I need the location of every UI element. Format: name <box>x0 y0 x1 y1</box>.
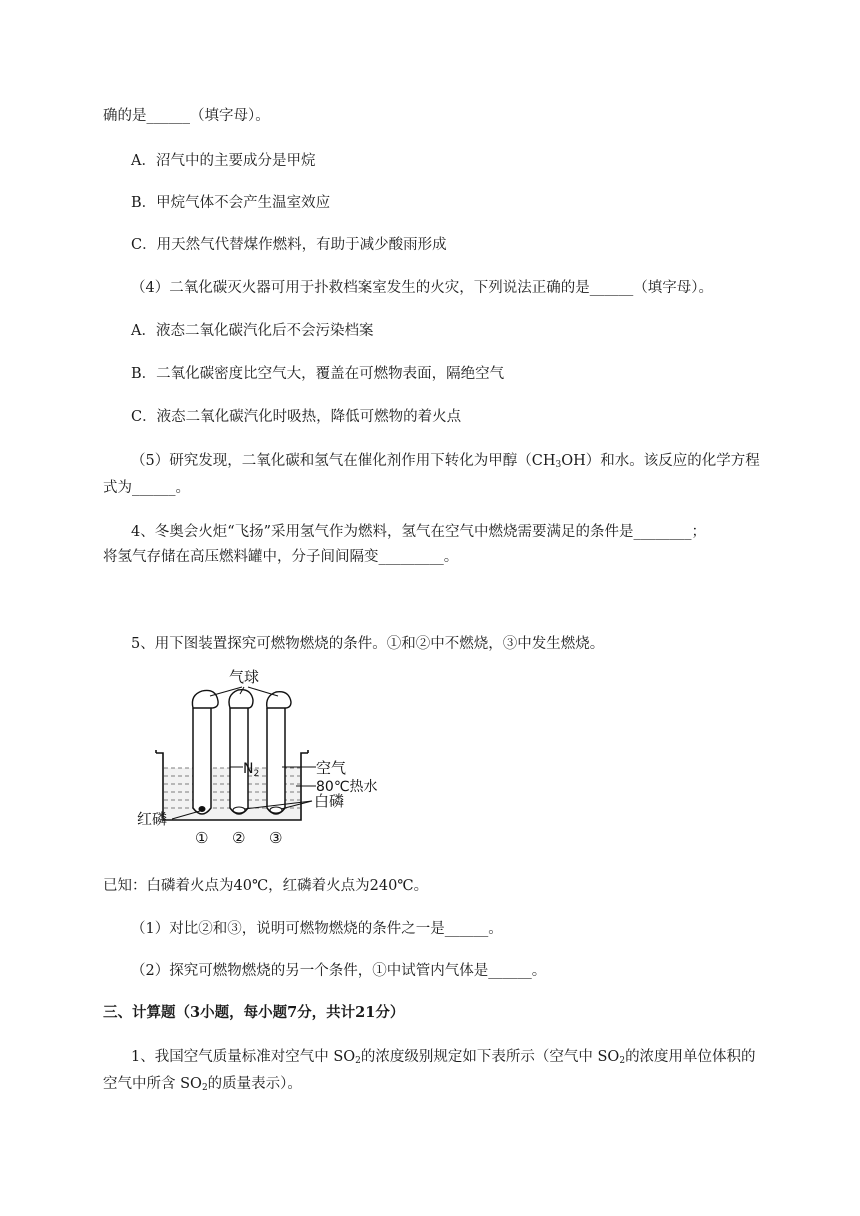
tube-2-label: ② <box>232 829 246 847</box>
calc-q1-text-d: 空气中所含 SO <box>103 1076 202 1092</box>
calc-q1-sub1: 2 <box>355 1056 361 1066</box>
section-3-heading: 三、计算题（3小题，每小题7分，共计21分） <box>103 1004 405 1021</box>
white-phosphorus-tube2 <box>233 807 245 813</box>
q5-sub2: （2）探究可燃物燃烧的另一个条件，①中试管内气体是______。 <box>131 963 547 979</box>
n2-label: $N_2$ <box>243 761 260 779</box>
balloons <box>192 690 291 708</box>
part-4-stem: （4）二氧化碳灭火器可用于扑救档案室发生的火灾，下列说法正确的是______（填字母）。 <box>131 280 713 296</box>
test-tubes <box>193 708 285 814</box>
calc-q1-text-e: 的质量表示）。 <box>207 1076 302 1092</box>
option-c: C．用天然气代替煤作燃料，有助于减少酸雨形成 <box>131 237 447 253</box>
balloon-label: 气球 <box>229 668 260 686</box>
calc-q1-text-c: 的浓度用单位体积的 <box>625 1049 756 1065</box>
option-b: B．甲烷气体不会产生温室效应 <box>131 195 331 211</box>
part-5-text-a: （5）研究发现，二氧化碳和氢气在催化剂作用下转化为甲醇（CH <box>131 453 556 469</box>
part-5-stem <box>131 451 760 471</box>
part-4-option-b: B．二氧化碳密度比空气大，覆盖在可燃物表面，隔绝空气 <box>131 366 505 382</box>
air-label: 空气 <box>316 759 347 777</box>
part-5-text-b: OH）和水。该反应的化学方程 <box>561 453 760 469</box>
red-phosphorus-label: 红磷 <box>137 810 168 828</box>
tube-1-label: ① <box>195 829 209 847</box>
part-5-line2: 式为______。 <box>103 480 190 496</box>
hot-water-label: 80℃热水 <box>316 779 378 795</box>
combustion-apparatus-figure <box>130 668 400 853</box>
question-stem-tail: 确的是______（填字母）。 <box>103 108 270 124</box>
calc-q1-line2 <box>103 1074 302 1094</box>
part-5-subscript: 3 <box>555 460 562 470</box>
calc-q1-sub3: 2 <box>201 1083 208 1093</box>
part-4-option-c: C．液态二氧化碳汽化时吸热，降低可燃物的着火点 <box>131 409 462 425</box>
q5-known: 已知：白磷着火点为40℃，红磷着火点为240℃。 <box>103 878 429 894</box>
white-phosphorus-label: 白磷 <box>314 792 345 810</box>
q4-line2: 将氢气存储在高压燃料罐中，分子间间隔变_________。 <box>103 549 459 565</box>
calc-q1-sub2: 2 <box>619 1056 626 1066</box>
white-phosphorus-tube3 <box>270 807 282 813</box>
q5-stem: 5、用下图装置探究可燃物燃烧的条件。①和②中不燃烧，③中发生燃烧。 <box>131 636 605 652</box>
part-4-option-a: A．液态二氧化碳汽化后不会污染档案 <box>131 323 374 339</box>
tube-3-label: ③ <box>269 829 283 847</box>
option-a: A．沼气中的主要成分是甲烷 <box>131 153 316 169</box>
q4-line1: 4、冬奥会火炬“飞扬”采用氢气作为燃料，氢气在空气中燃烧需要满足的条件是________； <box>131 524 707 540</box>
calc-q1-text-b: 的浓度级别规定如下表所示（空气中 SO <box>360 1049 620 1065</box>
q5-sub1: （1）对比②和③，说明可燃物燃烧的条件之一是______。 <box>131 921 503 937</box>
calc-q1-line1 <box>131 1047 756 1067</box>
calc-q1-text-a: 1、我国空气质量标准对空气中 SO <box>131 1049 356 1065</box>
